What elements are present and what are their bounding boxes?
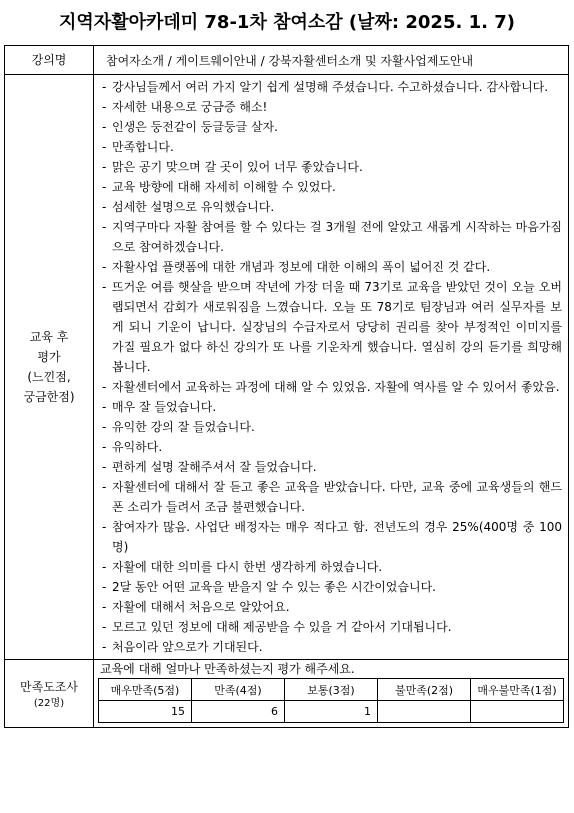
feedback-item: - 강사님들께서 여러 가지 알기 쉽게 설명해 주셨습니다. 수고하셨습니다. 감사합니다.	[102, 77, 562, 97]
feedback-item: - 매우 잘 들었습니다.	[102, 397, 562, 417]
feedback-item: - 참여자가 많음. 사업단 배정자는 매우 적다고 함. 전년도의 경우 25%(400명 중 100명)	[102, 517, 562, 557]
feedback-item: - 교육 방향에 대해 자세히 이해할 수 있었다.	[102, 177, 562, 197]
survey-row	[5, 660, 569, 728]
survey-cell	[94, 660, 569, 728]
survey-header: 보통(3점)	[285, 679, 378, 701]
feedback-item: - 자활센터에서 교육하는 과정에 대해 알 수 있었음. 자활에 역사를 알 수 있어서 좋았음.	[102, 377, 562, 397]
feedback-item: - 지역구마다 자활 참여를 할 수 있다는 걸 3개월 전에 알았고 새롭게 시작하는 마음가짐으로 참여하겠습니다.	[102, 217, 562, 257]
survey-value	[471, 701, 564, 723]
feedback-table	[4, 45, 569, 728]
survey-header: 불만족(2점)	[378, 679, 471, 701]
lecture-value: 참여자소개 / 게이트웨이안내 / 강북자활센터소개 및 자활사업제도안내	[94, 46, 569, 75]
feedback-item: - 유익한 강의 잘 들었습니다.	[102, 417, 562, 437]
evaluation-label-line: 궁금한점)	[23, 390, 75, 404]
survey-header: 매우불만족(1점)	[471, 679, 564, 701]
survey-header: 만족(4점)	[192, 679, 285, 701]
survey-value: 6	[192, 701, 285, 723]
survey-value	[378, 701, 471, 723]
survey-label	[5, 660, 94, 728]
feedback-item: - 인생은 둥전같이 둥글둥글 살자.	[102, 117, 562, 137]
survey-table	[98, 678, 564, 723]
evaluation-label-line: 평가	[37, 350, 61, 364]
evaluation-label	[5, 75, 94, 660]
feedback-item: - 편하게 설명 잘해주셔서 잘 들었습니다.	[102, 457, 562, 477]
evaluation-label-line: 교육 후	[29, 330, 69, 344]
evaluation-label-line: (느낀점,	[27, 370, 71, 384]
survey-value: 1	[285, 701, 378, 723]
feedback-item: - 자활에 대해서 처음으로 알았어요.	[102, 597, 562, 617]
feedback-item: - 자활에 대한 의미를 다시 한번 생각하게 하였습니다.	[102, 557, 562, 577]
feedback-item: - 2달 동안 어떤 교육을 받을지 알 수 있는 좋은 시간이었습니다.	[102, 577, 562, 597]
feedback-item: - 자세한 내용으로 궁금증 해소!	[102, 97, 562, 117]
feedback-item: - 맑은 공기 맞으며 갈 곳이 있어 너무 좋았습니다.	[102, 157, 562, 177]
survey-question: 교육에 대해 얼마나 만족하셨는지 평가 해주세요.	[100, 662, 355, 676]
feedback-item: - 유익하다.	[102, 437, 562, 457]
feedback-item: - 자활사업 플랫폼에 대한 개념과 정보에 대한 이해의 폭이 넓어진 것 같다.	[102, 257, 562, 277]
feedback-item: - 만족합니다.	[102, 137, 562, 157]
feedback-cell	[94, 75, 569, 660]
evaluation-row	[5, 75, 569, 660]
lecture-label: 강의명	[5, 46, 94, 75]
feedback-item: - 모르고 있던 정보에 대해 제공받을 수 있을 거 같아서 기대됩니다.	[102, 617, 562, 637]
page-title: 지역자활아카데미 78-1차 참여소감 (날짜: 2025. 1. 7)	[59, 12, 515, 33]
survey-label-text: 만족도조사	[20, 679, 78, 694]
survey-header: 매우만족(5점)	[99, 679, 192, 701]
feedback-item: - 뜨거운 여름 햇살을 받으며 작년에 가장 더울 때 73기로 교육을 받았던 것이 오늘 오버랩되면서 감회가 새로워짐을 느꼈습니다. 오늘 또 78기로 팀장님과 여러 실무자를 보게 되니 기운이 납니다. 실장님의 수급자로서 당당히 권리를 찾아 부정적인 이미지를 가질 필요가 없다 하신 강의가 또 나를 기운차게 했습니다. 열심히 강의 듣기를 희망해 봅니다.	[102, 277, 562, 377]
survey-value: 15	[99, 701, 192, 723]
survey-value-row	[99, 701, 564, 723]
survey-count: (22명)	[33, 697, 65, 709]
feedback-list	[102, 77, 562, 657]
feedback-item: - 자활센터에 대해서 잘 듣고 좋은 교육을 받았습니다. 다만, 교육 중에 교육생들의 핸드폰 소리가 들려서 조금 불편했습니다.	[102, 477, 562, 517]
lecture-row	[5, 46, 569, 75]
feedback-item: - 섬세한 설명으로 유익했습니다.	[102, 197, 562, 217]
feedback-item: - 처음이라 앞으로가 기대된다.	[102, 637, 562, 657]
survey-header-row	[99, 679, 564, 701]
